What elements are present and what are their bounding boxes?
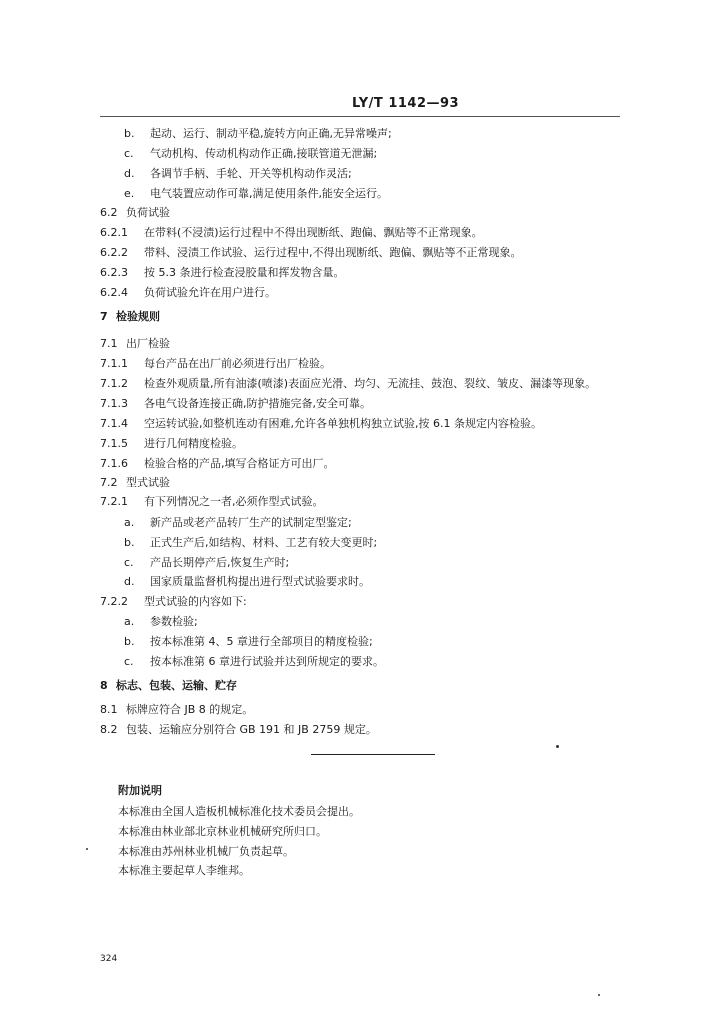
additional-notes-title: 附加说明: [118, 784, 162, 797]
clause-number: 8.1: [100, 703, 118, 716]
clause-text: 每台产品在出厂前必须进行出厂检验。: [144, 357, 331, 370]
clause-text: 型式试验: [126, 476, 170, 489]
clause-text: 标牌应符合 JB 8 的规定。: [126, 703, 254, 716]
clause-text: 电气装置应动作可靠,满足使用条件,能安全运行。: [150, 187, 388, 200]
clause-number: d.: [124, 575, 135, 588]
clause-text: 各电气设备连接正确,防护措施完备,安全可靠。: [144, 397, 371, 410]
clause-number: c.: [124, 556, 134, 569]
clause-text: 国家质量监督机构提出进行型式试验要求时。: [150, 575, 370, 588]
clause-number: 6.2.1: [100, 226, 128, 239]
clause-text: 参数检验;: [150, 615, 198, 628]
clause-text: 进行几何精度检验。: [144, 437, 243, 450]
clause-text: 出厂检验: [126, 337, 170, 350]
clause-number: e.: [124, 187, 135, 200]
clause-number: 7.2: [100, 476, 118, 489]
clause-text: 各调节手柄、手轮、开关等机构动作灵活;: [150, 167, 352, 180]
clause-number: 7.1.5: [100, 437, 128, 450]
clause-text: 按 5.3 条进行检查浸胶量和挥发物含量。: [144, 266, 345, 279]
clause-text: 产品长期停产后,恢复生产时;: [150, 556, 290, 569]
note-line: 本标准由全国人造板机械标准化技术委员会提出。: [118, 805, 360, 818]
header-rule: [100, 116, 620, 117]
clause-text: 有下列情况之一者,必须作型式试验。: [144, 495, 324, 508]
clause-text: 在带料(不浸渍)运行过程中不得出现断纸、跑偏、飘贴等不正常现象。: [144, 226, 483, 239]
page-number: 324: [100, 954, 118, 964]
scan-speck: [86, 848, 88, 850]
clause-number: c.: [124, 655, 134, 668]
clause-number: b.: [124, 536, 135, 549]
clause-text: 型式试验的内容如下:: [144, 595, 247, 608]
clause-number: 7.2.2: [100, 595, 128, 608]
clause-number: 7.1.6: [100, 457, 128, 470]
clause-text: 带料、浸渍工作试验、运行过程中,不得出现断纸、跑偏、飘贴等不正常现象。: [144, 246, 522, 259]
clause-text: 标志、包装、运输、贮存: [116, 679, 237, 692]
clause-number: d.: [124, 167, 135, 180]
clause-number: a.: [124, 615, 135, 628]
clause-number: 7.1: [100, 337, 118, 350]
clause-number: 7: [100, 310, 108, 323]
clause-number: 6.2.3: [100, 266, 128, 279]
standard-code-header: LY/T 1142—93: [352, 96, 460, 111]
clause-text: 检查外观质量,所有油漆(喷漆)表面应光滑、均匀、无流挂、鼓泡、裂纹、皱皮、漏漆等现象。: [144, 377, 597, 390]
clause-text: 按本标准第 6 章进行试验并达到所规定的要求。: [150, 655, 384, 668]
clause-text: 包装、运输应分别符合 GB 191 和 JB 2759 规定。: [126, 723, 377, 736]
clause-text: 负荷试验允许在用户进行。: [144, 286, 276, 299]
scan-speck: [556, 745, 559, 748]
clause-text: 按本标准第 4、5 章进行全部项目的精度检验;: [150, 635, 373, 648]
clause-number: 7.1.2: [100, 377, 128, 390]
clause-text: 气动机构、传动机构动作正确,接联管道无泄漏;: [150, 147, 378, 160]
clause-number: a.: [124, 516, 135, 529]
clause-text: 空运转试验,如整机连动有困难,允许各单独机构独立试验,按 6.1 条规定内容检验。: [144, 417, 542, 430]
clause-number: 6.2.4: [100, 286, 128, 299]
clause-number: 6.2.2: [100, 246, 128, 259]
clause-number: 7.2.1: [100, 495, 128, 508]
clause-number: b.: [124, 127, 135, 140]
clause-number: b.: [124, 635, 135, 648]
clause-text: 检验合格的产品,填写合格证方可出厂。: [144, 457, 335, 470]
clause-text: 正式生产后,如结构、材料、工艺有较大变更时;: [150, 536, 378, 549]
clause-text: 负荷试验: [126, 206, 170, 219]
end-of-text-rule: [311, 754, 435, 755]
note-line: 本标准由林业部北京林业机械研究所归口。: [118, 825, 327, 838]
scan-speck: [598, 994, 600, 996]
clause-text: 新产品或老产品转厂生产的试制定型鉴定;: [150, 516, 352, 529]
clause-number: c.: [124, 147, 134, 160]
clause-number: 7.1.1: [100, 357, 128, 370]
clause-number: 8: [100, 679, 108, 692]
clause-text: 起动、运行、制动平稳,旋转方向正确,无异常噪声;: [150, 127, 392, 140]
clause-text: 检验规则: [116, 310, 160, 323]
note-line: 本标准由苏州林业机械厂负责起草。: [118, 845, 294, 858]
clause-number: 8.2: [100, 723, 118, 736]
note-line: 本标准主要起草人李维邦。: [118, 864, 250, 877]
clause-number: 7.1.4: [100, 417, 128, 430]
clause-number: 7.1.3: [100, 397, 128, 410]
clause-number: 6.2: [100, 206, 118, 219]
